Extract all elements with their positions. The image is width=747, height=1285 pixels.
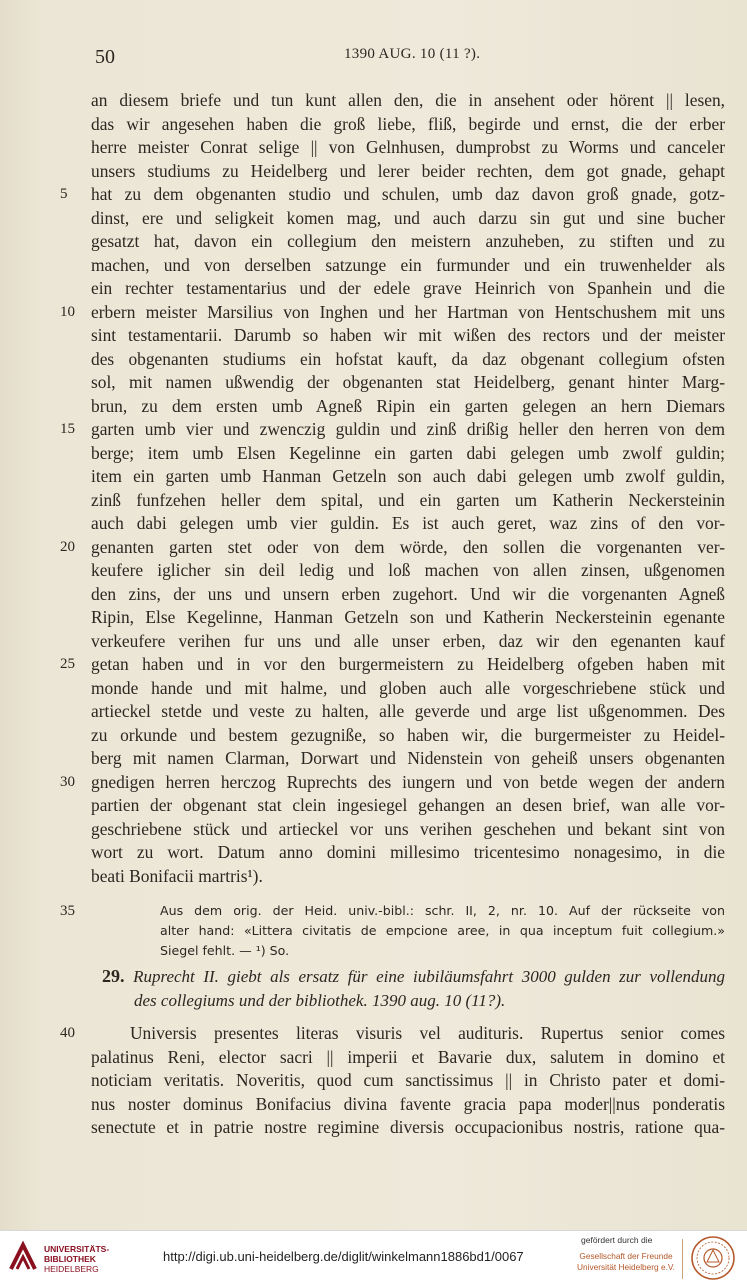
university-library-logo-icon [8, 1239, 38, 1275]
sponsor-label: gefördert durch die [581, 1235, 653, 1245]
viewer-footer [0, 1230, 747, 1285]
line-number: 5 [60, 186, 68, 202]
footnote-line: alter hand: «Littera civitatis de empcione aree, in qua inceptum fuit collegium.» [160, 923, 725, 938]
line-number: 40 [60, 1025, 75, 1041]
text-line: Universis presentes literas visuris vel audituris. Rupertus senior comes [130, 1023, 725, 1043]
line-number: 10 [60, 304, 75, 320]
footnote-line: Siegel fehlt. — ¹) So. [160, 943, 290, 958]
heading-line: des collegiums und der bibliothek. 1390 aug. 10 (11?). [134, 991, 506, 1010]
text-line: sol, mit namen ußwendig der obgenanten stat Heidelberg, genant hinter Marg- [91, 372, 725, 392]
text-line: geschriebene stück und artieckel vor uns verihen geschehen und bekant sint von [91, 819, 725, 839]
text-line: gesatzt hat, davon ein collegium den meistern anzuheben, zu stiften und zu [91, 231, 725, 251]
line-number: 35 [60, 903, 75, 919]
sponsor-name-line: Universität Heidelberg e.V. [577, 1262, 675, 1272]
text-line: erbern meister Marsilius von Inghen und her Hartman von Hentschushem mit uns [91, 302, 725, 322]
library-name-line: BIBLIOTHEK [44, 1254, 96, 1264]
text-line: nus noster dominus Bonifacius divina favente gracia papa moder||nus ponderatis [91, 1094, 725, 1114]
text-line: brun, zu dem ersten umb Agneß Ripin ein garten gelegen an hern Diemars [91, 396, 725, 416]
library-name-line: HEIDELBERG [44, 1264, 99, 1274]
text-line: berg mit namen Clarman, Dorwart und Nidenstein von geheiß unsers obgenanten [91, 748, 725, 768]
text-line: wort zu wort. Datum anno domini millesimo tricentesimo nonagesimo, in die [91, 842, 725, 862]
line-number: 15 [60, 421, 75, 437]
heading-text: Ruprecht II. giebt als ersatz für eine iubiläumsfahrt 3000 gulden zur vollendung [133, 967, 726, 986]
sponsor-name-line: Gesellschaft der Freunde [579, 1251, 673, 1261]
text-line: herre meister Conrat selige || von Gelnhusen, dumprobst zu Worms und canceler [91, 137, 725, 157]
text-line: an diesem briefe und tun kunt allen den, die in ansehent oder hörent || lesen, [91, 90, 725, 110]
line-number: 25 [60, 656, 75, 672]
text-line: getan haben und in vor den burgermeistern zu Heidelberg ofgeben haben mit [91, 654, 725, 674]
text-line: auch dabi gelegen umb vier guldin. Es ist auch geret, waz zins of den vor- [91, 513, 725, 533]
text-line: item ein garten umb Hanman Getzeln son auch dabi gelegen umb zwolf guldin, [91, 466, 725, 486]
heading-line [102, 964, 725, 988]
text-line: machen, und von derselben satzunge ein furmunder und ein truwenhelder als [91, 255, 725, 275]
text-line: zinß funfzehen heller dem spital, und ein garten um Katherin Neckersteinin [91, 490, 725, 510]
text-line: berge; item umb Elsen Kegelinne ein garten dabi gelegen umb zwolf guldin; [91, 443, 725, 463]
text-line: verkeufere verihen fur uns und alle unser erben, daz wir den egenanten kauf [91, 631, 725, 651]
text-line: hat zu dem obgenanten studio und schulen, umb daz davon groß gnade, gotz- [91, 184, 725, 204]
footnote-line: Aus dem orig. der Heid. univ.-bibl.: schr. II, 2, nr. 10. Auf der rückseite von [160, 903, 725, 918]
text-line: das wir angesehen haben die groß liebe, fliß, begirde und ernst, die der erber [91, 114, 725, 134]
text-line: dinst, ere und seligkeit komen mag, und auch darzu sin gut und sine bucher [91, 208, 725, 228]
text-line: unsers studiums zu Heidelberg und lerer beider rechten, dem got gnade, gehapt [91, 161, 725, 181]
line-number: 30 [60, 774, 75, 790]
text-line: gnedigen herren herczog Ruprechts des iungern und von betde wegen der andern [91, 772, 725, 792]
footer-divider [682, 1239, 683, 1279]
permalink-url[interactable]: http://digi.ub.uni-heidelberg.de/diglit/winkelmann1886bd1/0067 [163, 1249, 524, 1264]
sponsor-name [572, 1251, 680, 1273]
text-line: partien der obgenant stat clein ingesiegel gehangen an desen brief, wan alle vor- [91, 795, 725, 815]
university-seal-icon [688, 1235, 738, 1281]
text-line: keufere iglicher sin deil ledig und loß machen von allen zinsen, ußgenomen [91, 560, 725, 580]
text-line: Ripin, Else Kegelinne, Hanman Getzeln son und Katherin Neckersteinin egenante [91, 607, 725, 627]
library-name [44, 1244, 164, 1274]
text-line: des obgenanten studiums ein hofstat kauft, da daz obgenant collegium ofsten [91, 349, 725, 369]
text-line: ein rechter testamentarius und der edele grave Heinrich von Spanhein und die [91, 278, 725, 298]
text-line: den zins, der uns und unsern erben zugehort. Und wir die vorgenanten Agneß [91, 584, 725, 604]
line-number: 20 [60, 539, 75, 555]
text-line: senectute et in patrie nostre regimine diversis occupacionibus nostris, ratione qua- [91, 1117, 725, 1137]
text-line: artieckel stetde und veste zu halten, alle geverde und arge list ußgenommen. Des [91, 701, 725, 721]
text-line: noticiam veritatis. Noveritis, quod cum sanctissimus || in Christo pater et domi- [91, 1070, 725, 1090]
text-line: palatinus Reni, elector sacri || imperii et Bavarie dux, salutem in domino et [91, 1047, 725, 1067]
text-line: beati Bonifacii martris¹). [91, 866, 263, 886]
running-head: 1390 AUG. 10 (11 ?). [344, 46, 481, 62]
document-number: 29. [102, 966, 125, 986]
text-line: garten umb vier und zwenczig guldin und zinß drißig heller den herren von dem [91, 419, 725, 439]
library-name-line: UNIVERSITÄTS- [44, 1244, 110, 1254]
page-number: 50 [95, 46, 115, 68]
text-line: sint testamentarii. Darumb so haben wir mit wißen des rectors und der meister [91, 325, 725, 345]
text-line: genanten garten stet oder von dem wörde, den sollen die vorgenanten ver- [91, 537, 725, 557]
text-line: zu orkunde und bestem gezugniße, so haben wir, die burgermeister zu Heidel- [91, 725, 725, 745]
text-line: monde hande und mit halme, und globen auch alle vorgeschriebene stück und [91, 678, 725, 698]
